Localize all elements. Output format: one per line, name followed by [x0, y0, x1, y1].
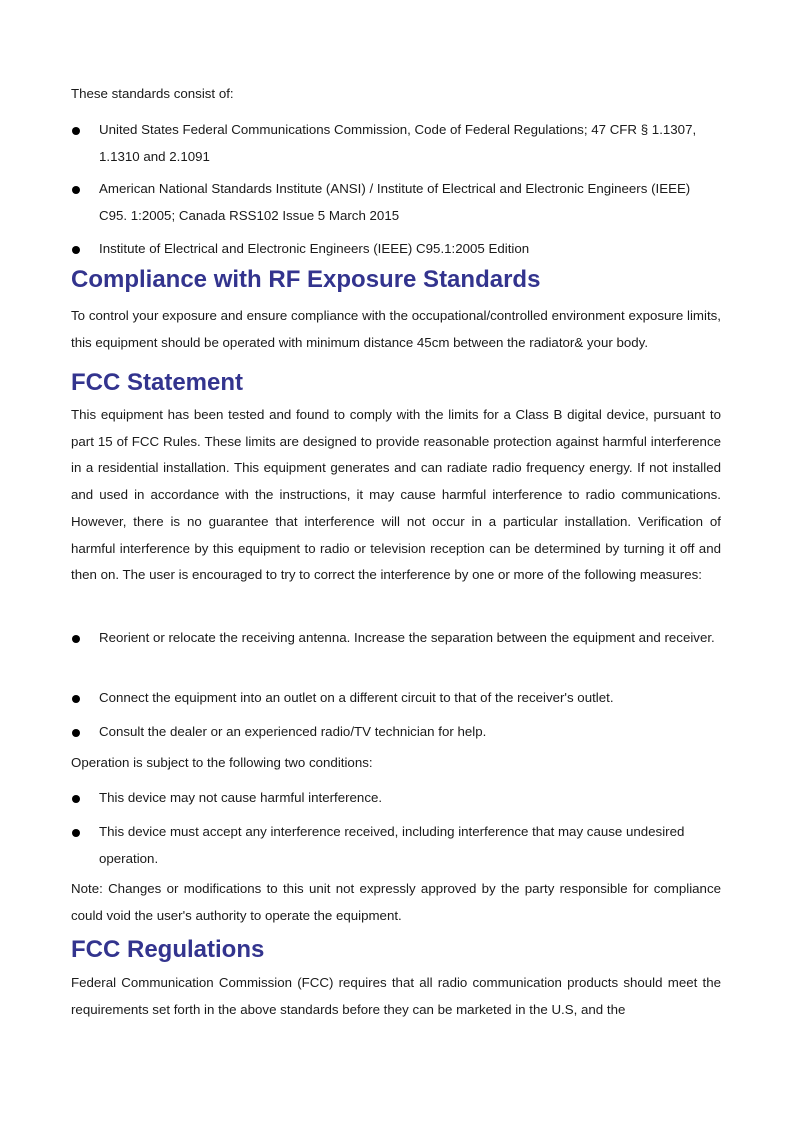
measures-list [71, 625, 721, 652]
bullet-icon [72, 635, 80, 643]
bullet-icon [72, 246, 80, 254]
list-item: American National Standards Institute (ANSI) / Institute of Electrical and Electronic Engineers (IEEE) C95. 1:2005; Canada RSS102 Issue 5 March 2015 [71, 176, 721, 229]
measures-list [71, 719, 721, 746]
list-item: Connect the equipment into an outlet on a different circuit to that of the receiver's outlet. [71, 685, 721, 712]
list-item: This device may not cause harmful interference. [71, 785, 721, 812]
conditions-list [71, 785, 721, 812]
list-item: United States Federal Communications Commission, Code of Federal Regulations; 47 CFR § 1.1307, 1.1310 and 2.1091 [71, 117, 721, 170]
list-item: Reorient or relocate the receiving antenna. Increase the separation between the equipment and receiver. [71, 625, 721, 652]
list-item: Consult the dealer or an experienced radio/TV technician for help. [71, 719, 721, 746]
note-text: Note: Changes or modifications to this unit not expressly approved by the party responsible for compliance could void the user's authority to operate the equipment. [71, 881, 721, 923]
fcc-regulations-body: Federal Communication Commission (FCC) requires that all radio communication products should meet the requirements set forth in the above standards before they can be marketed in the U.S, and the [71, 975, 721, 1017]
list-item: This device must accept any interference received, including interference that may cause undesired operation. [71, 819, 721, 872]
standards-list [71, 176, 721, 229]
standards-intro: These standards consist of: [71, 86, 234, 101]
measures-list [71, 685, 721, 712]
bullet-icon [72, 186, 80, 194]
conditions-intro: Operation is subject to the following two conditions: [71, 755, 373, 770]
bullet-icon [72, 829, 80, 837]
bullet-icon [72, 127, 80, 135]
rf-exposure-body: To control your exposure and ensure compliance with the occupational/controlled environment exposure limits, this equipment should be operated with minimum distance 45cm between the radiator& your body. [71, 308, 721, 350]
fcc-statement-heading: FCC Statement [71, 369, 244, 396]
rf-exposure-heading: Compliance with RF Exposure Standards [71, 266, 541, 293]
bullet-icon [72, 695, 80, 703]
fcc-regulations-heading: FCC Regulations [71, 936, 265, 963]
standards-list [71, 236, 721, 263]
fcc-statement-body: This equipment has been tested and found to comply with the limits for a Class B digital device, pursuant to part 15 of FCC Rules. These limits are designed to provide reasonable protection against harmful interference in a residential installation. This equipment generates and can radiate radio frequency energy. If not installed and used in accordance with the instructions, it may cause harmful interference to radio communications. However, there is no guarantee that interference will not occur in a particular installation. Verification of harmful interference by this equipment to radio or television reception can be determined by turning it off and then on. The user is encouraged to try to correct the interference by one or more of the following measures: [71, 407, 721, 583]
list-item: Institute of Electrical and Electronic Engineers (IEEE) C95.1:2005 Edition [71, 236, 721, 263]
conditions-list [71, 819, 721, 872]
bullet-icon [72, 795, 80, 803]
standards-list [71, 117, 721, 170]
bullet-icon [72, 729, 80, 737]
